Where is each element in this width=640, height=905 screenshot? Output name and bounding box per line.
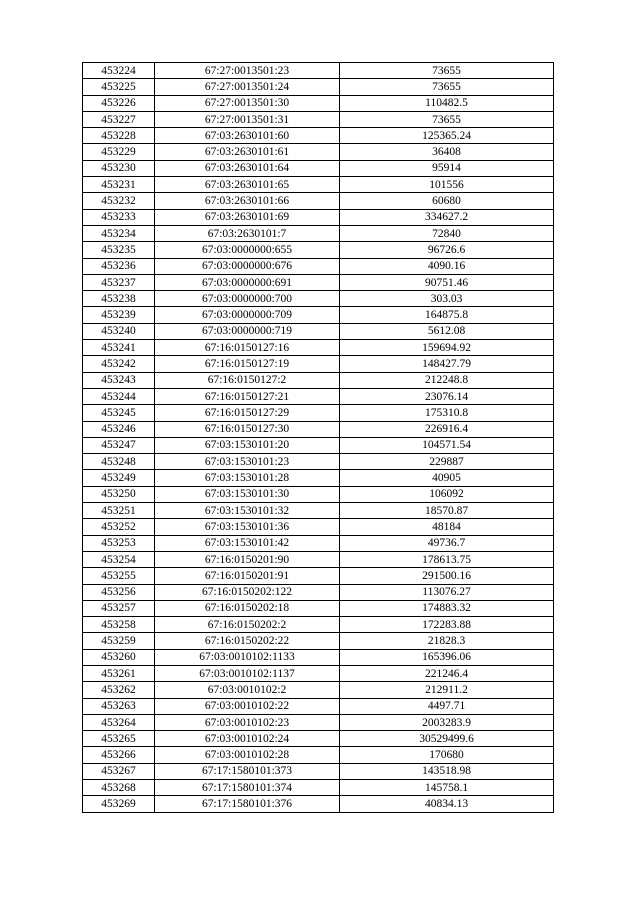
- value-cell: 164875.8: [340, 307, 554, 323]
- row-number-cell: 453252: [83, 519, 155, 535]
- value-cell: 229887: [340, 454, 554, 470]
- cadastral-number-cell: 67:03:0000000:700: [155, 291, 340, 307]
- row-number-cell: 453226: [83, 95, 155, 111]
- row-number-cell: 453257: [83, 600, 155, 616]
- cadastral-number-cell: 67:03:0010102:28: [155, 747, 340, 763]
- table-row: [83, 356, 554, 372]
- row-number-cell: 453227: [83, 111, 155, 127]
- cadastral-number-cell: 67:16:0150127:2: [155, 372, 340, 388]
- value-cell: 60680: [340, 193, 554, 209]
- value-cell: 48184: [340, 519, 554, 535]
- table-row: [83, 437, 554, 453]
- cadastral-number-cell: 67:27:0013501:23: [155, 63, 340, 79]
- table-row: [83, 128, 554, 144]
- row-number-cell: 453241: [83, 340, 155, 356]
- cadastral-number-cell: 67:03:0010102:1133: [155, 649, 340, 665]
- value-cell: 226916.4: [340, 421, 554, 437]
- value-cell: 36408: [340, 144, 554, 160]
- cadastral-number-cell: 67:16:0150201:91: [155, 568, 340, 584]
- row-number-cell: 453242: [83, 356, 155, 372]
- cadastral-number-cell: 67:03:0010102:22: [155, 698, 340, 714]
- value-cell: 178613.75: [340, 551, 554, 567]
- table-row: [83, 454, 554, 470]
- cadastral-number-cell: 67:16:0150202:122: [155, 584, 340, 600]
- row-number-cell: 453260: [83, 649, 155, 665]
- value-cell: 73655: [340, 79, 554, 95]
- value-cell: 125365.24: [340, 128, 554, 144]
- cadastral-number-cell: 67:16:0150127:19: [155, 356, 340, 372]
- cadastral-number-cell: 67:03:2630101:69: [155, 209, 340, 225]
- table-row: [83, 584, 554, 600]
- cadastral-number-cell: 67:16:0150202:22: [155, 633, 340, 649]
- table-row: [83, 470, 554, 486]
- row-number-cell: 453261: [83, 665, 155, 681]
- table-row: [83, 649, 554, 665]
- table-row: [83, 405, 554, 421]
- table-row: [83, 731, 554, 747]
- value-cell: 4497.71: [340, 698, 554, 714]
- value-cell: 21828.3: [340, 633, 554, 649]
- cadastral-number-cell: 67:03:1530101:42: [155, 535, 340, 551]
- table-row: [83, 95, 554, 111]
- table-row: [83, 274, 554, 290]
- value-cell: 40905: [340, 470, 554, 486]
- value-cell: 174883.32: [340, 600, 554, 616]
- cadastral-number-cell: 67:03:1530101:36: [155, 519, 340, 535]
- row-number-cell: 453258: [83, 617, 155, 633]
- table-row: [83, 63, 554, 79]
- value-cell: 145758.1: [340, 780, 554, 796]
- row-number-cell: 453265: [83, 731, 155, 747]
- cadastral-number-cell: 67:03:0000000:691: [155, 274, 340, 290]
- value-cell: 165396.06: [340, 649, 554, 665]
- cadastral-number-cell: 67:03:2630101:64: [155, 160, 340, 176]
- value-cell: 113076.27: [340, 584, 554, 600]
- row-number-cell: 453247: [83, 437, 155, 453]
- value-cell: 23076.14: [340, 388, 554, 404]
- row-number-cell: 453232: [83, 193, 155, 209]
- table-row: [83, 421, 554, 437]
- table-row: [83, 600, 554, 616]
- table-row: [83, 698, 554, 714]
- row-number-cell: 453243: [83, 372, 155, 388]
- cadastral-number-cell: 67:03:0010102:23: [155, 714, 340, 730]
- table-row: [83, 111, 554, 127]
- value-cell: 148427.79: [340, 356, 554, 372]
- table-row: [83, 291, 554, 307]
- row-number-cell: 453229: [83, 144, 155, 160]
- cadastral-number-cell: 67:16:0150202:2: [155, 617, 340, 633]
- value-cell: 291500.16: [340, 568, 554, 584]
- table-row: [83, 242, 554, 258]
- row-number-cell: 453256: [83, 584, 155, 600]
- cadastral-number-cell: 67:03:1530101:23: [155, 454, 340, 470]
- table-row: [83, 568, 554, 584]
- table-row: [83, 665, 554, 681]
- row-number-cell: 453255: [83, 568, 155, 584]
- value-cell: 104571.54: [340, 437, 554, 453]
- row-number-cell: 453235: [83, 242, 155, 258]
- row-number-cell: 453248: [83, 454, 155, 470]
- cadastral-number-cell: 67:03:1530101:28: [155, 470, 340, 486]
- value-cell: 73655: [340, 63, 554, 79]
- cadastral-number-cell: 67:16:0150127:21: [155, 388, 340, 404]
- cadastral-number-cell: 67:03:2630101:7: [155, 225, 340, 241]
- value-cell: 175310.8: [340, 405, 554, 421]
- cadastral-number-cell: 67:16:0150202:18: [155, 600, 340, 616]
- cadastral-number-cell: 67:03:0000000:655: [155, 242, 340, 258]
- row-number-cell: 453263: [83, 698, 155, 714]
- row-number-cell: 453233: [83, 209, 155, 225]
- data-table: [82, 62, 554, 813]
- cadastral-number-cell: 67:16:0150127:29: [155, 405, 340, 421]
- value-cell: 212248.8: [340, 372, 554, 388]
- row-number-cell: 453269: [83, 796, 155, 812]
- table-row: [83, 340, 554, 356]
- cadastral-number-cell: 67:03:2630101:60: [155, 128, 340, 144]
- table-row: [83, 796, 554, 812]
- row-number-cell: 453225: [83, 79, 155, 95]
- table-row: [83, 780, 554, 796]
- value-cell: 212911.2: [340, 682, 554, 698]
- row-number-cell: 453267: [83, 763, 155, 779]
- cadastral-number-cell: 67:03:1530101:32: [155, 503, 340, 519]
- cadastral-number-cell: 67:27:0013501:30: [155, 95, 340, 111]
- cadastral-number-cell: 67:27:0013501:24: [155, 79, 340, 95]
- row-number-cell: 453251: [83, 503, 155, 519]
- row-number-cell: 453253: [83, 535, 155, 551]
- table-row: [83, 258, 554, 274]
- value-cell: 95914: [340, 160, 554, 176]
- table-row: [83, 372, 554, 388]
- value-cell: 110482.5: [340, 95, 554, 111]
- table-row: [83, 388, 554, 404]
- table-row: [83, 551, 554, 567]
- cadastral-number-cell: 67:03:0000000:719: [155, 323, 340, 339]
- value-cell: 72840: [340, 225, 554, 241]
- table-row: [83, 177, 554, 193]
- cadastral-number-cell: 67:03:1530101:30: [155, 486, 340, 502]
- value-cell: 221246.4: [340, 665, 554, 681]
- value-cell: 90751.46: [340, 274, 554, 290]
- row-number-cell: 453239: [83, 307, 155, 323]
- row-number-cell: 453237: [83, 274, 155, 290]
- table-row: [83, 503, 554, 519]
- table-row: [83, 209, 554, 225]
- cadastral-number-cell: 67:16:0150127:16: [155, 340, 340, 356]
- value-cell: 143518.98: [340, 763, 554, 779]
- table-row: [83, 763, 554, 779]
- cadastral-number-cell: 67:03:2630101:66: [155, 193, 340, 209]
- cadastral-number-cell: 67:03:0010102:2: [155, 682, 340, 698]
- cadastral-number-cell: 67:03:0010102:1137: [155, 665, 340, 681]
- cadastral-number-cell: 67:17:1580101:376: [155, 796, 340, 812]
- row-number-cell: 453266: [83, 747, 155, 763]
- table-row: [83, 144, 554, 160]
- cadastral-number-cell: 67:03:2630101:61: [155, 144, 340, 160]
- value-cell: 30529499.6: [340, 731, 554, 747]
- value-cell: 106092: [340, 486, 554, 502]
- table-row: [83, 307, 554, 323]
- table-row: [83, 160, 554, 176]
- cadastral-number-cell: 67:03:1530101:20: [155, 437, 340, 453]
- table-row: [83, 633, 554, 649]
- row-number-cell: 453224: [83, 63, 155, 79]
- row-number-cell: 453245: [83, 405, 155, 421]
- row-number-cell: 453236: [83, 258, 155, 274]
- value-cell: 4090.16: [340, 258, 554, 274]
- cadastral-number-cell: 67:03:2630101:65: [155, 177, 340, 193]
- row-number-cell: 453231: [83, 177, 155, 193]
- cadastral-number-cell: 67:17:1580101:374: [155, 780, 340, 796]
- row-number-cell: 453268: [83, 780, 155, 796]
- row-number-cell: 453238: [83, 291, 155, 307]
- cadastral-number-cell: 67:03:0000000:676: [155, 258, 340, 274]
- row-number-cell: 453259: [83, 633, 155, 649]
- value-cell: 101556: [340, 177, 554, 193]
- value-cell: 170680: [340, 747, 554, 763]
- table-row: [83, 225, 554, 241]
- table-row: [83, 617, 554, 633]
- cadastral-number-cell: 67:03:0010102:24: [155, 731, 340, 747]
- value-cell: 49736.7: [340, 535, 554, 551]
- table-row: [83, 682, 554, 698]
- row-number-cell: 453249: [83, 470, 155, 486]
- value-cell: 334627.2: [340, 209, 554, 225]
- cadastral-number-cell: 67:17:1580101:373: [155, 763, 340, 779]
- value-cell: 172283.88: [340, 617, 554, 633]
- table-row: [83, 323, 554, 339]
- table-row: [83, 79, 554, 95]
- table-row: [83, 519, 554, 535]
- value-cell: 159694.92: [340, 340, 554, 356]
- row-number-cell: 453246: [83, 421, 155, 437]
- value-cell: 73655: [340, 111, 554, 127]
- cadastral-number-cell: 67:16:0150201:90: [155, 551, 340, 567]
- table-row: [83, 747, 554, 763]
- value-cell: 40834.13: [340, 796, 554, 812]
- value-cell: 303.03: [340, 291, 554, 307]
- row-number-cell: 453254: [83, 551, 155, 567]
- table-body: [83, 63, 554, 813]
- cadastral-number-cell: 67:16:0150127:30: [155, 421, 340, 437]
- value-cell: 2003283.9: [340, 714, 554, 730]
- row-number-cell: 453230: [83, 160, 155, 176]
- value-cell: 96726.6: [340, 242, 554, 258]
- row-number-cell: 453244: [83, 388, 155, 404]
- table-row: [83, 535, 554, 551]
- row-number-cell: 453264: [83, 714, 155, 730]
- row-number-cell: 453228: [83, 128, 155, 144]
- row-number-cell: 453250: [83, 486, 155, 502]
- table-row: [83, 486, 554, 502]
- table-row: [83, 193, 554, 209]
- row-number-cell: 453240: [83, 323, 155, 339]
- cadastral-number-cell: 67:27:0013501:31: [155, 111, 340, 127]
- row-number-cell: 453234: [83, 225, 155, 241]
- value-cell: 18570.87: [340, 503, 554, 519]
- table-row: [83, 714, 554, 730]
- value-cell: 5612.08: [340, 323, 554, 339]
- row-number-cell: 453262: [83, 682, 155, 698]
- cadastral-number-cell: 67:03:0000000:709: [155, 307, 340, 323]
